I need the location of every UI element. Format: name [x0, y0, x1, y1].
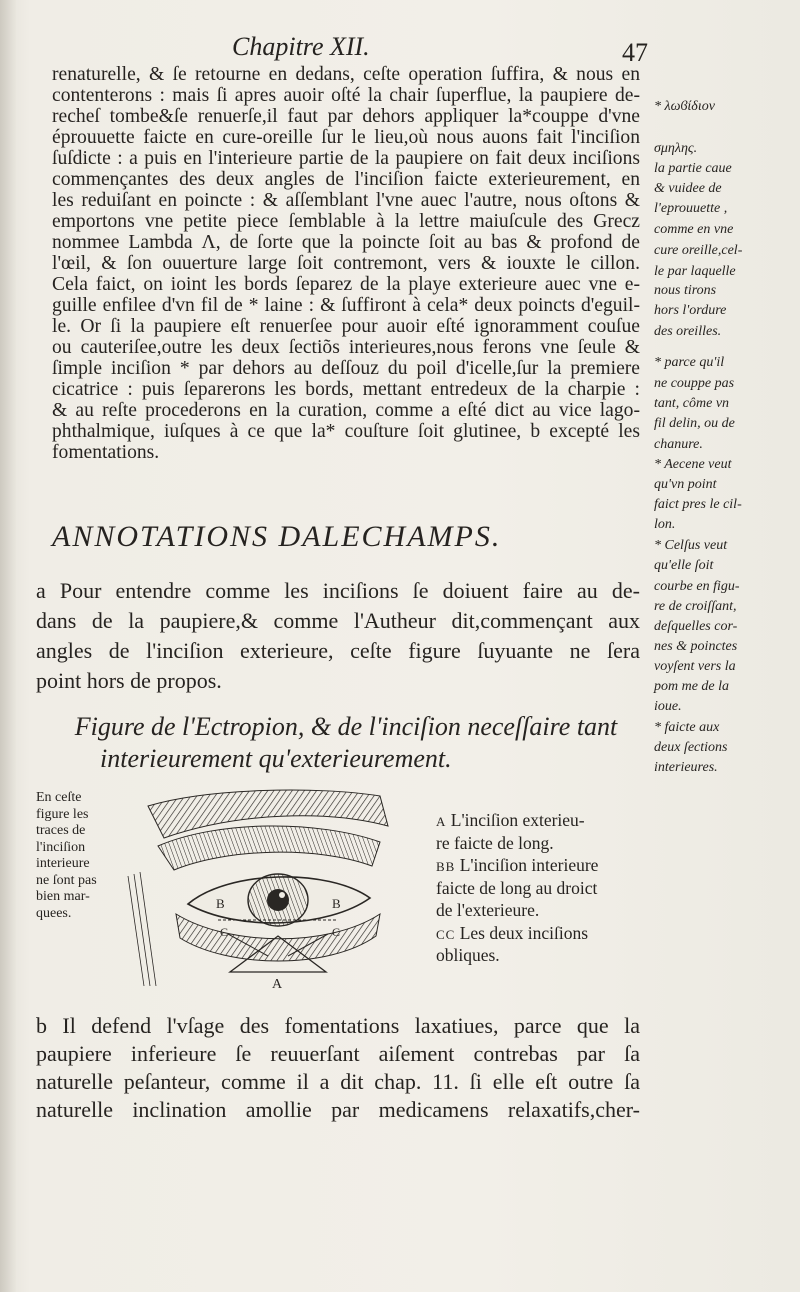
- margin-note: chanure.: [654, 437, 703, 452]
- text-line: ſimple inciſion * par dehors au deſſouz du poil d'icelle,ſur la premiere: [52, 358, 640, 379]
- margin-note: pom me de la: [654, 679, 730, 694]
- text-line: le. Or ſi la paupiere eſt renuerſee pour auoir eſté ignoramment couſue: [52, 316, 640, 337]
- legend-row: [436, 945, 644, 968]
- legend-key: A: [436, 814, 447, 829]
- footnote-line: b Il defend l'vſage des fomentations laxatiues, parce que la: [36, 1013, 640, 1038]
- margin-note: * faicte aux: [654, 720, 720, 735]
- margin-note: faict pres le cil-: [654, 497, 742, 512]
- side-note-line: quees.: [36, 905, 72, 921]
- side-note-line: bien mar-: [36, 889, 90, 904]
- figure-label-c-left: C: [220, 925, 229, 939]
- margin-note: * λωϐίδιον: [654, 99, 715, 114]
- text-line: guille enfilee d'vn fil de * laine : & ſuffiront à cela* deux poincts d'eguil-: [52, 295, 640, 316]
- margin-note: la partie caue: [654, 161, 732, 176]
- margin-note: ne couppe pas: [654, 376, 735, 391]
- footnote-line: paupiere inferieure ſe reuuerſant aiſement contrebas par ſa: [36, 1041, 640, 1066]
- upper-lid-shading: [158, 826, 380, 870]
- margin-note: voyſent vers la: [654, 659, 736, 674]
- margin-note: ioue.: [654, 699, 682, 714]
- figure-side-note: [36, 790, 116, 922]
- text-line: renaturelle, & ſe retourne en dedans, ceſte operation ſuffira, & nous en: [52, 64, 640, 85]
- margin-note: le par laquelle: [654, 264, 736, 279]
- legend-row: [436, 878, 644, 901]
- margin-note: hors l'ordure: [654, 303, 727, 318]
- margin-note: re de croiſſant,: [654, 599, 737, 614]
- text-line: commençantes des deux angles de l'inciſion faicte exterieurement, en: [52, 169, 640, 190]
- ectropion-eye-figure: [118, 786, 430, 994]
- margin-note: * Celſus veut: [654, 538, 728, 553]
- text-line: & au reſte procederons en la curation, comme a eſté dict au vice lago-: [52, 400, 640, 421]
- legend-text: Les deux inciſions: [459, 922, 589, 943]
- text-line: nommee Lambda Λ, de ſorte que la poincte ſoit au bas & profond de: [52, 232, 640, 253]
- margin-note: * parce qu'il: [654, 355, 725, 370]
- figure-title-line: interieurement qu'exterieurement.: [100, 744, 452, 773]
- margin-note: comme en vne: [654, 222, 734, 237]
- legend-text: de l'exterieure.: [436, 900, 540, 920]
- margin-note: * Aecene veut: [654, 457, 732, 472]
- figure-title-line: Figure de l'Ectropion, & de l'inciſion neceſſaire tant: [74, 712, 618, 741]
- text-line: contenterons : mais ſi apres auoir oſté la chair ſuperflue, la paupiere de-: [52, 85, 640, 106]
- hair-strokes-left: [128, 872, 156, 986]
- margin-note: courbe en figu-: [654, 579, 740, 594]
- text-line: Cela faict, on ioint les bords ſeparez de la playe exterieure auec vne e-: [52, 274, 640, 295]
- annotations-title: ANNOTATIONS DALECHAMPS.: [52, 520, 502, 553]
- margin-note: l'eprouuette ,: [654, 201, 728, 216]
- footnote-line: naturelle inclination amollie par medicamens relaxatifs,cher-: [36, 1097, 640, 1122]
- text-line: phthalmique, iuſques à ce que la* couſture ſoit glutinee, b excepté les: [52, 421, 640, 442]
- margin-note: deux ſections: [654, 740, 728, 755]
- legend-row: [436, 900, 644, 923]
- legend-row: [436, 923, 644, 946]
- margin-note: nous tirons: [654, 283, 717, 298]
- legend-text: L'inciſion exterieu-: [450, 810, 585, 830]
- legend-row: [436, 833, 644, 856]
- margin-note: lon.: [654, 517, 676, 532]
- figure-legend: [436, 810, 644, 968]
- figure-label-b-left: B: [216, 896, 225, 911]
- margin-note: fil delin, ou de: [654, 416, 735, 431]
- page-number: 47: [622, 38, 648, 67]
- margin-note: des oreilles.: [654, 324, 722, 339]
- figure-label-b-right: B: [332, 896, 341, 911]
- figure-label-c-right: C: [332, 925, 341, 939]
- text-line: fomentations.: [52, 442, 160, 463]
- legend-key: BB: [436, 859, 456, 874]
- legend-text: re faicte de long.: [436, 832, 554, 853]
- figure-label-a: A: [272, 977, 283, 992]
- margin-note: interieures.: [654, 760, 718, 775]
- text-line: recheſ tombe&ſe renuerſe,il faut par dehors appliquer la*couppe d'vne: [52, 106, 640, 127]
- legend-key: CC: [436, 926, 456, 942]
- annotation-line: angles de l'inciſion exterieure, ceſte figure ſuyuante ne ſera: [36, 638, 640, 663]
- side-note-line: traces de: [36, 823, 86, 838]
- legend-row: [436, 810, 644, 833]
- margin-note: cure oreille,cel-: [654, 243, 743, 258]
- text-line: cicatrice : puis ſeparerons les bords, mettant entredeux de la charpie :: [52, 379, 640, 400]
- footnote-line: naturelle peſanteur, comme il a dit chap. 11. ſi elle eſt outre ſa: [36, 1069, 640, 1094]
- legend-row: [436, 855, 644, 878]
- margin-note: qu'vn point: [654, 477, 717, 492]
- text-line: ou cauteriſee,outre les deux ſectiõs interieures,nous ferons vne ſeule &: [52, 337, 640, 358]
- annotation-line: a Pour entendre comme les inciſions ſe doiuent faire au de-: [36, 578, 640, 603]
- margin-note: qu'elle ſoit: [654, 558, 714, 573]
- page-gutter-shadow: [0, 0, 16, 1292]
- margin-note: tant, côme vn: [654, 396, 730, 411]
- text-line: ſuſdicte : a puis en l'interieure partie de la paupiere on fait deux inciſions: [52, 148, 640, 169]
- annotation-line: dans de la paupiere,& comme l'Autheur dit,commençant aux: [36, 608, 640, 633]
- chapter-heading: Chapitre XII.: [232, 32, 370, 61]
- side-note-line: figure les: [36, 806, 89, 822]
- margin-note: nes & poinctes: [654, 639, 738, 654]
- text-line: les reduiſant en poincte : & aſſemblant l'vne auec l'autre, nous oſtons &: [52, 190, 640, 211]
- margin-note: deſquelles cor-: [654, 619, 738, 634]
- text-line: éprouuette faicte en cure-oreille ſur le lieu,où nous auons fait l'inciſion: [52, 127, 640, 148]
- side-note-line: ne ſont pas: [36, 872, 97, 888]
- side-note-line: interieure: [36, 856, 90, 871]
- margin-note: & vuidee de: [654, 181, 722, 196]
- side-note-line: En ceſte: [36, 790, 82, 805]
- margin-note: σμηλης.: [654, 141, 698, 156]
- side-note-line: l'inciſion: [36, 839, 86, 855]
- text-line: l'œil, & ſon ouuerture large ſoit contremont, vers & iouxte le cillon.: [52, 253, 640, 274]
- text-line: emportons vne petite piece ſemblable à la lettre maiuſcule des Grecz: [52, 211, 640, 232]
- legend-text: obliques.: [436, 945, 500, 965]
- legend-text: L'inciſion interieure: [459, 855, 599, 875]
- legend-text: faicte de long au droict: [436, 877, 598, 898]
- annotation-line: point hors de propos.: [36, 668, 222, 693]
